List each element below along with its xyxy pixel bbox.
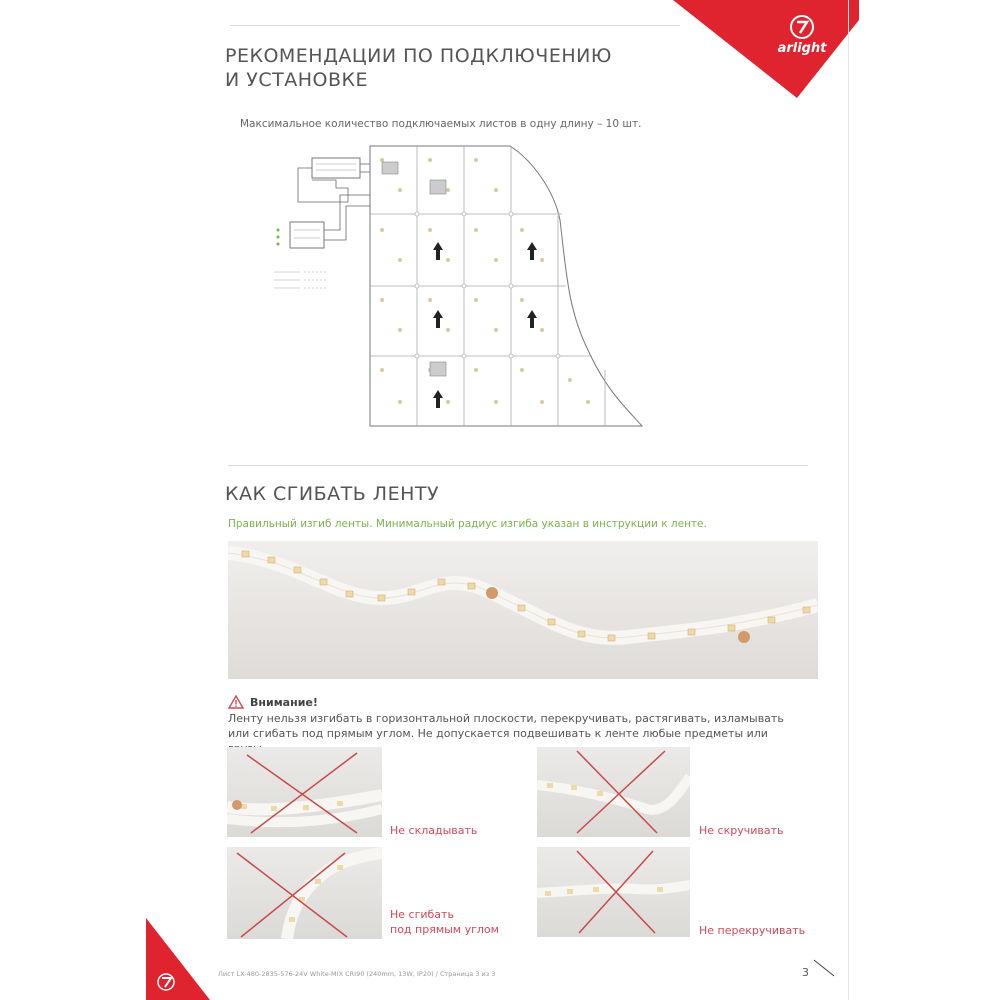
brand-logo [757, 14, 847, 64]
warning-line-1: Ленту нельзя изгибать в горизонтальной плоскости, перекручивать, растягивать, изламывать [228, 712, 784, 725]
section1-title [225, 44, 665, 92]
mistake-photo-fold [227, 747, 382, 837]
power-supply-block [312, 158, 360, 178]
section1-title-line2: И УСТАНОВКЕ [225, 69, 368, 91]
page-corner-mark [812, 958, 836, 978]
page-edge [848, 0, 849, 1000]
wavy-led-strip [228, 541, 818, 679]
section2-title: КАК СГИБАТЬ ЛЕНТУ [225, 483, 440, 505]
mistake-label-fold: Не складывать [390, 824, 478, 837]
wiring-diagram [270, 140, 660, 430]
section-divider [228, 465, 808, 466]
section1-title-line1: РЕКОМЕНДАЦИИ ПО ПОДКЛЮЧЕНИЮ [225, 45, 612, 67]
warning-triangle-icon [228, 695, 244, 709]
footer-brand-corner [146, 918, 210, 1000]
brand-name: arlight [777, 41, 827, 56]
arlight-emblem-icon [789, 14, 815, 40]
warning-heading [228, 695, 318, 709]
mistake-photo-twist [537, 747, 690, 837]
overtwist-strip-image [537, 847, 690, 937]
footer-text: Лист LX-480-2835-576-24V White-MIX CRI90 (240mm, 13W, IP20) / Страница 3 из 3 [218, 970, 496, 978]
top-divider [230, 25, 680, 26]
mistake-label-right-angle-line2: под прямым углом [390, 923, 499, 936]
twist-strip-image [537, 747, 690, 837]
section1-note: Максимальное количество подключаемых листов в одну длину – 10 шт. [240, 118, 642, 130]
right-angle-strip-image [227, 847, 382, 939]
section2-subtitle: Правильный изгиб ленты. Минимальный радиус изгиба указан в инструкции к ленте. [228, 518, 707, 530]
mistake-label-right-angle-line1: Не сгибать [390, 908, 454, 921]
warning-line-2: или сгибать под прямым углом. Не допускается подвешивать к ленте любые предметы или [228, 727, 768, 740]
bent-strip-photo [228, 541, 818, 679]
warning-title: Внимание! [250, 695, 318, 709]
fold-strip-image [227, 747, 382, 837]
mistake-label-twist: Не скручивать [699, 824, 784, 837]
mistake-label-right-angle [390, 907, 499, 937]
mistake-label-overtwist: Не перекручивать [699, 924, 806, 937]
mistake-photo-right-angle [227, 847, 382, 939]
controller-block [277, 222, 325, 248]
mistake-photo-overtwist [537, 847, 690, 937]
page-number: 3 [802, 966, 809, 979]
diagram-legend [274, 272, 326, 288]
